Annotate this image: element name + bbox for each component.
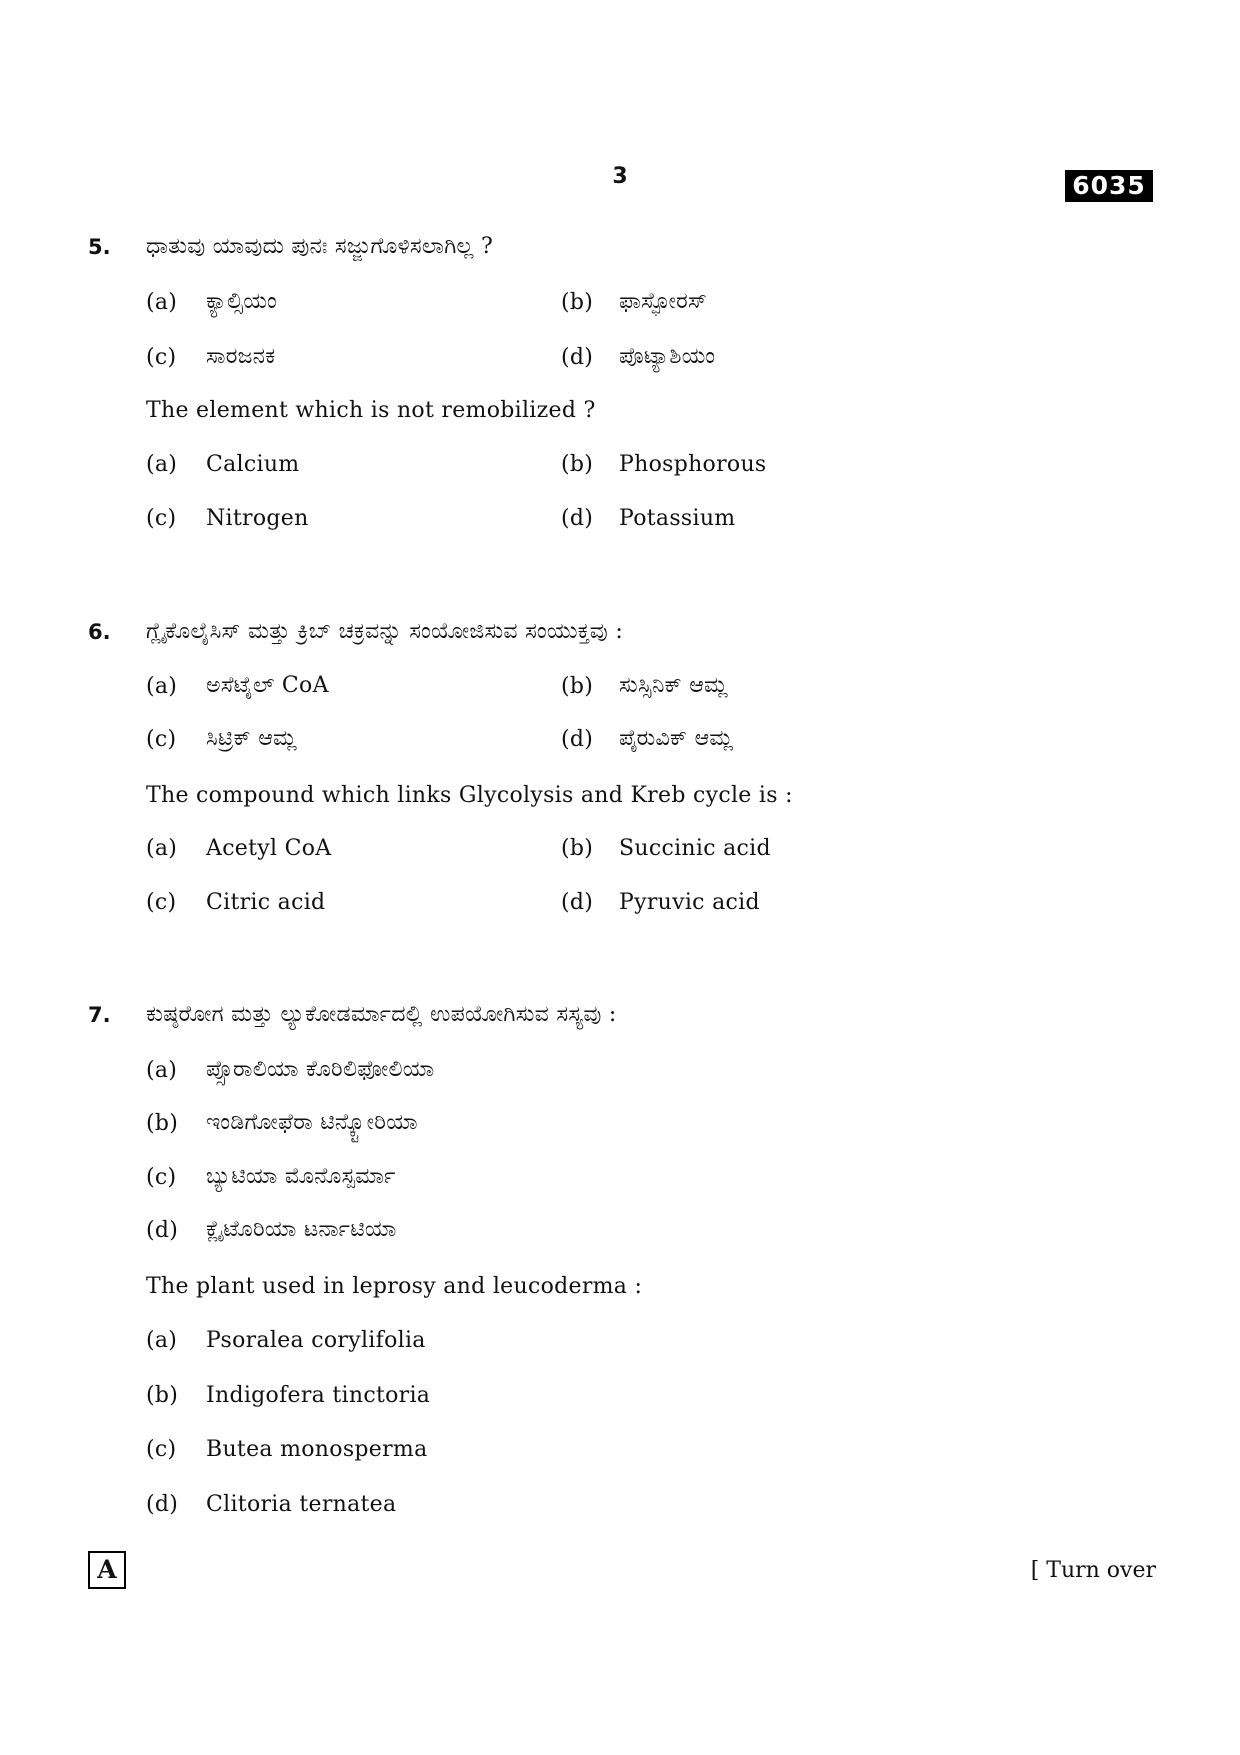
option-kannada-b: ಫಾಸ್ಫೋರಸ್ bbox=[619, 289, 708, 314]
option-label: (a) bbox=[146, 836, 178, 861]
option-kannada-c: ಸಾರಜನಕ bbox=[206, 344, 276, 369]
option-label: (d) bbox=[561, 727, 594, 752]
option-english-d: Potassium bbox=[619, 506, 736, 531]
option-kannada-a: ಅಸೆಟೈಲ್ CoA bbox=[206, 673, 329, 698]
question-stem-english: The compound which links Glycolysis and Kreb cycle is : bbox=[146, 783, 793, 808]
option-label: (d) bbox=[146, 1492, 179, 1517]
option-kannada-c: ಸಿಟ್ರಿಕ್ ಆಮ್ಲ bbox=[206, 726, 297, 751]
option-kannada-b: ಇಂಡಿಗೋಫೆರಾ ಟಿನ್ಕ್ಟೋರಿಯಾ bbox=[206, 1110, 418, 1135]
option-label: (b) bbox=[561, 452, 594, 477]
option-label: (c) bbox=[146, 345, 177, 370]
option-label: (b) bbox=[146, 1383, 179, 1408]
option-english-d: Clitoria ternatea bbox=[206, 1492, 397, 1517]
option-english-b: Succinic acid bbox=[619, 836, 771, 861]
option-label: (d) bbox=[561, 506, 594, 531]
turn-over-note: [ Turn over bbox=[1030, 1558, 1156, 1583]
option-label: (b) bbox=[561, 836, 594, 861]
option-kannada-d: ಕ್ಲೈಟೊರಿಯಾ ಟರ್ನಾಟಿಯಾ bbox=[206, 1217, 397, 1242]
question-stem-english: The plant used in leprosy and leucoderma : bbox=[146, 1274, 643, 1299]
option-label: (b) bbox=[561, 674, 594, 699]
option-kannada-c: ಬ್ಯುಟಿಯಾ ಮೊನೊಸ್ಪರ್ಮಾ bbox=[206, 1164, 396, 1189]
question-stem-kannada: ಕುಷ್ಠರೋಗ ಮತ್ತು ಲ್ಯುಕೋಡರ್ಮಾದಲ್ಲಿ ಉಪಯೋಗಿಸುವ ಸಸ್ಯವು : bbox=[146, 1002, 617, 1027]
option-kannada-d: ಪೈರುವಿಕ್ ಆಮ್ಲ bbox=[619, 726, 734, 751]
option-kannada-d: ಪೊಟ್ಯಾಶಿಯಂ bbox=[619, 344, 716, 369]
option-english-a: Psoralea corylifolia bbox=[206, 1328, 426, 1353]
option-english-c: Citric acid bbox=[206, 890, 326, 915]
question-number: 6. bbox=[88, 620, 111, 644]
page-number: 3 bbox=[612, 164, 628, 189]
option-kannada-b: ಸುಸ್ಸಿನಿಕ್ ಆಮ್ಲ bbox=[619, 673, 728, 698]
option-label: (c) bbox=[146, 506, 177, 531]
option-label: (d) bbox=[561, 890, 594, 915]
question-stem-kannada: ಗ್ಲೈಕೊಲೈಸಿಸ್ ಮತ್ತು ಕ್ರಿಬ್ ಚಕ್ರವನ್ನು ಸಂಯೋಜಿಸುವ ಸಂಯುಕ್ತವು : bbox=[146, 619, 624, 644]
option-label: (c) bbox=[146, 1437, 177, 1462]
option-english-b: Indigofera tinctoria bbox=[206, 1383, 431, 1408]
option-label: (c) bbox=[146, 1165, 177, 1190]
option-kannada-a: ಕ್ಯಾಲ್ಸಿಯಂ bbox=[206, 289, 278, 314]
option-label: (c) bbox=[146, 890, 177, 915]
paper-code-badge: 6035 bbox=[1065, 170, 1153, 202]
option-label: (a) bbox=[146, 674, 178, 699]
option-english-d: Pyruvic acid bbox=[619, 890, 760, 915]
option-label: (b) bbox=[561, 290, 594, 315]
option-english-c: Nitrogen bbox=[206, 506, 309, 531]
question-stem-english: The element which is not remobilized ? bbox=[146, 398, 596, 423]
option-label: (d) bbox=[146, 1218, 179, 1243]
version-box: A bbox=[88, 1551, 126, 1589]
option-label: (a) bbox=[146, 290, 178, 315]
option-english-c: Butea monosperma bbox=[206, 1437, 428, 1462]
question-number: 5. bbox=[88, 235, 111, 259]
option-label: (b) bbox=[146, 1111, 179, 1136]
option-label: (a) bbox=[146, 1328, 178, 1353]
option-label: (a) bbox=[146, 1058, 178, 1083]
question-number: 7. bbox=[88, 1003, 111, 1027]
option-label: (d) bbox=[561, 345, 594, 370]
option-kannada-a: ಪ್ಸೊರಾಲಿಯಾ ಕೊರಿಲಿಫೋಲಿಯಾ bbox=[206, 1057, 435, 1082]
option-label: (c) bbox=[146, 727, 177, 752]
option-english-a: Acetyl CoA bbox=[206, 836, 332, 861]
option-english-a: Calcium bbox=[206, 452, 300, 477]
option-english-b: Phosphorous bbox=[619, 452, 767, 477]
option-label: (a) bbox=[146, 452, 178, 477]
question-stem-kannada: ಧಾತುವು ಯಾವುದು ಪುನಃ ಸಜ್ಜುಗೊಳಿಸಲಾಗಿಲ್ಲ ? bbox=[146, 234, 494, 259]
